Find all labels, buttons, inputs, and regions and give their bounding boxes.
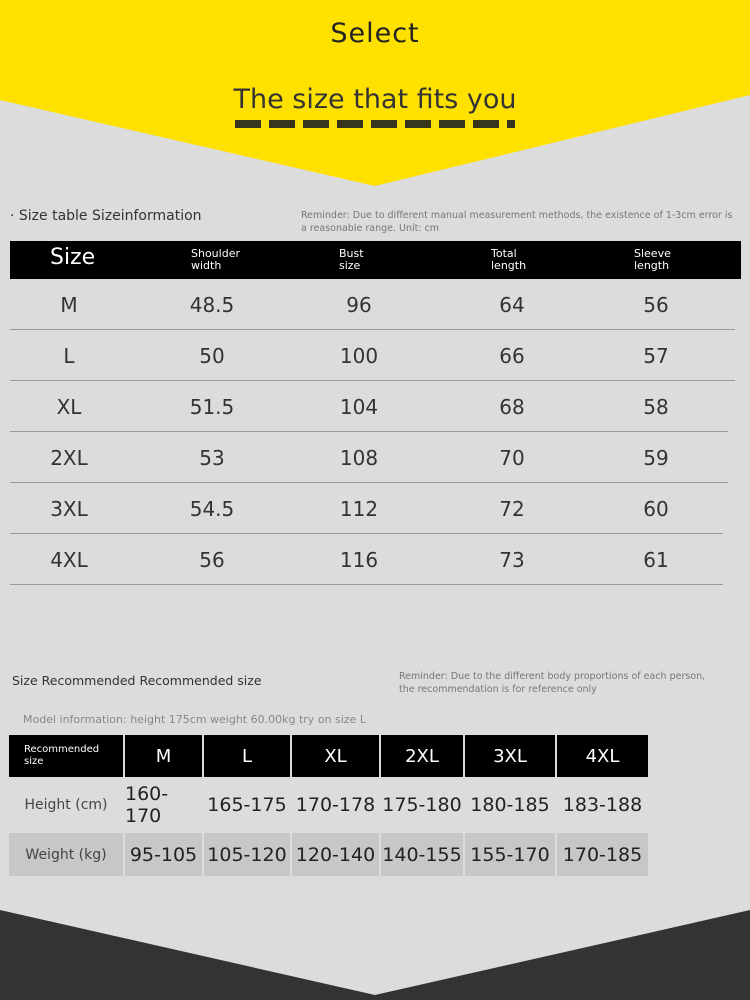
size-table-row	[10, 483, 741, 534]
size-table-row	[10, 381, 741, 432]
recommend-reminder-line1: Reminder: Due to the different body proportions of each person,	[399, 671, 706, 682]
weight-value: 95-105	[125, 833, 202, 876]
cell-size: 3XL	[50, 497, 88, 521]
header-length-line2: length	[491, 259, 527, 272]
weight-value: 155-170	[465, 833, 555, 876]
recommend-header-label	[9, 735, 123, 777]
cell-bust: 96	[346, 293, 372, 317]
cell-length: 64	[499, 293, 525, 317]
size-table-title: · Size table Sizeinformation	[10, 208, 202, 224]
cell-shoulder: 51.5	[189, 395, 235, 419]
cell-sleeve: 59	[643, 446, 669, 470]
cell-length: 73	[499, 548, 525, 572]
cell-shoulder: 48.5	[189, 293, 235, 317]
header-total-length	[491, 248, 571, 272]
cell-bust: 112	[339, 497, 379, 521]
header-size: Size	[50, 245, 96, 270]
row-divider	[10, 584, 723, 585]
cell-shoulder: 54.5	[189, 497, 235, 521]
cell-size: L	[63, 344, 75, 368]
banner-subtitle: The size that fits you	[233, 84, 517, 115]
size-table-row	[10, 534, 741, 585]
header-shoulder-line1: Shoulder	[191, 247, 240, 260]
banner-select-text: Select	[330, 18, 420, 49]
cell-sleeve: 57	[643, 344, 669, 368]
recommend-size-header: 2XL	[381, 735, 463, 777]
recommend-size-header: M	[125, 735, 202, 777]
recommend-header-line1: Recommended	[24, 744, 100, 755]
cell-size: 4XL	[50, 548, 88, 572]
header-sleeve-line1: Sleeve	[634, 247, 671, 260]
header-sleeve-line2: length	[634, 259, 670, 272]
cell-sleeve: 60	[643, 497, 669, 521]
cell-shoulder: 50	[199, 344, 225, 368]
recommend-size-header: XL	[292, 735, 379, 777]
recommend-header-line2: size	[24, 756, 44, 767]
size-table-row	[10, 330, 741, 381]
height-value: 175-180	[382, 794, 462, 816]
cell-size: M	[60, 293, 78, 317]
height-value: 160-170	[125, 783, 169, 827]
recommend-size-header: 4XL	[557, 735, 648, 777]
weight-value: 120-140	[292, 833, 379, 876]
cell-size: 2XL	[50, 446, 88, 470]
height-value: 183-188	[562, 794, 643, 816]
cell-bust: 100	[339, 344, 379, 368]
cell-sleeve: 58	[643, 395, 669, 419]
size-table	[10, 241, 741, 585]
header-bust-line2: size	[339, 259, 361, 272]
size-table-header	[10, 241, 741, 279]
recommend-title: Size Recommended Recommended size	[12, 673, 262, 688]
height-value: 165-175	[207, 794, 287, 816]
size-table-row	[10, 432, 741, 483]
header-sleeve-length	[634, 248, 714, 272]
height-value: 170-178	[295, 794, 376, 816]
cell-length: 72	[499, 497, 525, 521]
height-value: 180-185	[470, 794, 550, 816]
recommend-reminder	[399, 670, 739, 696]
recommend-size-header: 3XL	[465, 735, 555, 777]
height-row-label: Height (cm)	[24, 797, 108, 813]
header-shoulder-line2: width	[191, 259, 222, 272]
cell-shoulder: 56	[199, 548, 225, 572]
size-table-row	[10, 279, 741, 330]
cell-shoulder: 53	[199, 446, 225, 470]
header-bust-size	[339, 248, 419, 272]
cell-bust: 104	[339, 395, 379, 419]
model-information: Model information: height 175cm weight 60.00kg try on size L	[23, 713, 366, 726]
cell-length: 68	[499, 395, 525, 419]
header-shoulder-width	[191, 248, 271, 272]
size-table-reminder: Reminder: Due to different manual measurement methods, the existence of 1-3cm error is a reasonable range. Unit: cm	[301, 210, 733, 234]
cell-sleeve: 61	[643, 548, 669, 572]
bottom-decorative-band	[0, 910, 750, 1000]
weight-value: 140-155	[381, 833, 463, 876]
cell-sleeve: 56	[643, 293, 669, 317]
cell-length: 66	[499, 344, 525, 368]
header-bust-line1: Bust	[339, 247, 364, 260]
cell-length: 70	[499, 446, 525, 470]
recommend-size-header: L	[204, 735, 290, 777]
weight-value: 105-120	[204, 833, 290, 876]
cell-bust: 116	[339, 548, 379, 572]
cell-size: XL	[56, 395, 82, 419]
cell-bust: 108	[339, 446, 379, 470]
top-banner	[0, 0, 750, 190]
size-table-body	[10, 279, 741, 585]
weight-value: 170-185	[557, 833, 648, 876]
header-length-line1: Total	[491, 247, 517, 260]
recommend-reminder-line2: the recommendation is for reference only	[399, 684, 597, 695]
weight-row-label: Weight (kg)	[9, 833, 123, 876]
banner-decorative-text	[235, 120, 515, 128]
